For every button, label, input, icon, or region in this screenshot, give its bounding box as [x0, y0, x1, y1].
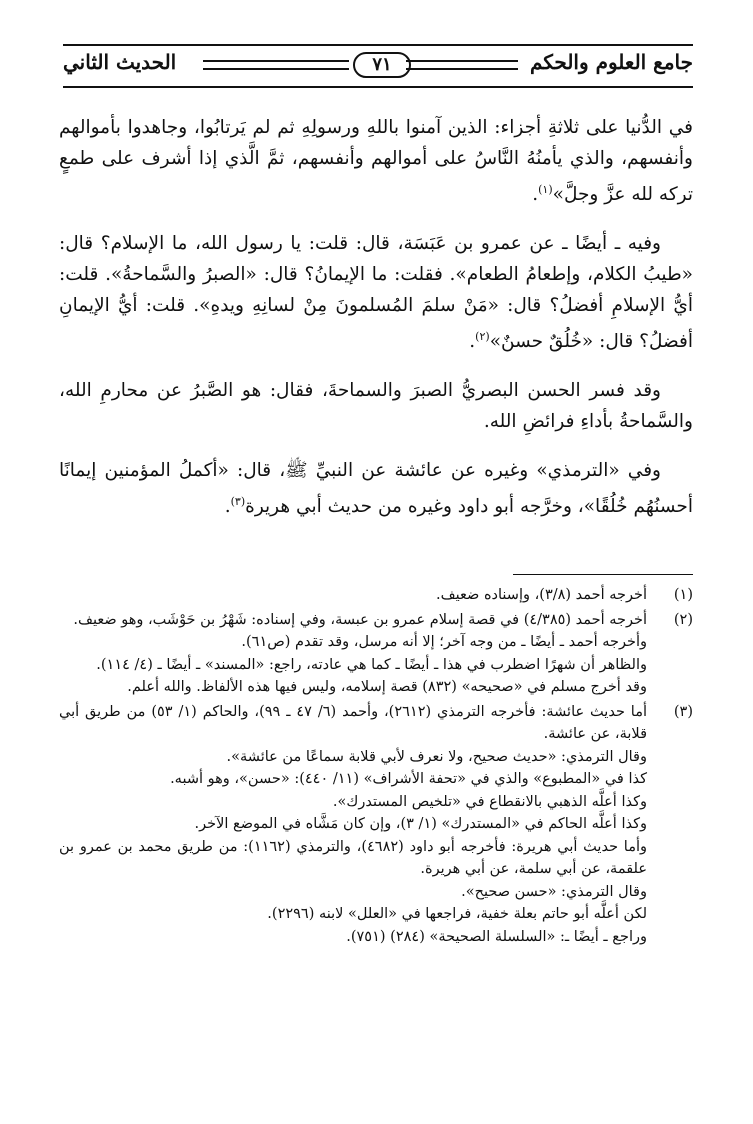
footnote-line: أخرجه أحمد (٤/٣٨٥) في قصة إسلام عمرو بن عبسة، وفي إسناده: شَهْرُ بن حَوْشَب، وهو ضعيف.: [73, 611, 647, 628]
paragraph-4-text: وفي «الترمذي» وغيره عن عائشة عن النبيِّ ﷺ، قال: «أكملُ المؤمنين إيمانًا أحسنُهُم خُلُقًا»، وخرَّجه أبو داود وغيره من حديث أبي هريرة: [59, 460, 693, 518]
footnote-line: لكن أعلَّه أبو حاتم بعلة خفية، فراجعها في «العلل» لابنه (٢٢٩٦).: [267, 906, 647, 922]
paragraph-4-end: .: [224, 496, 231, 518]
header-bottom-rule: [63, 86, 693, 88]
paragraph-1: [59, 112, 693, 210]
footnote-number: (١): [673, 587, 693, 603]
footnote-line: وقال الترمذي: «حديث صحيح، ولا نعرف لأبي قلابة سماعًا من عائشة».: [226, 748, 647, 765]
running-header: [63, 44, 693, 86]
footnote-3: [59, 701, 693, 949]
footnote-line: وراجع ـ أيضًا ـ: «السلسلة الصحيحة» (٢٨٤) (٧٥١).: [346, 928, 647, 945]
section-title: الحديث الثاني: [63, 50, 177, 74]
header-top-rule: [63, 44, 693, 46]
footnote-separator: [513, 574, 693, 575]
footnote-line: وكذا أعلَّه الحاكم في «المستدرك» (١/ ٣)، وإن كان مَشَّاه في الموضع الآخر.: [194, 816, 647, 832]
paragraph-1-end: .: [532, 184, 539, 206]
footnote-ref-1: (١): [538, 183, 553, 196]
footnote-line: وقال الترمذي: «حسن صحيح».: [461, 883, 647, 900]
footnote-ref-2: (٢): [475, 330, 490, 344]
footnote-ref-3: (٣): [230, 495, 246, 509]
footnote-line: وأخرجه أحمد ـ أيضًا ـ من وجه آخر؛ إلا أنه مرسل، وقد تقدم (ص٦١).: [241, 634, 647, 650]
footnote-line: والظاهر أن شهرًا اضطرب في هذا ـ أيضًا ـ كما هي عادته، راجع: «المسند» ـ أيضًا ـ (٤/ ١١٤).: [96, 656, 647, 673]
paragraph-3: [59, 375, 693, 437]
paragraph-2-text: وفيه ـ أيضًا ـ عن عمرو بن عَبَسَة، قال: قلت: يا رسول الله، ما الإسلام؟ قال: «طيبُ الكلام، وإطعامُ الطعام». فقلت: ما الإيمانُ؟ قال: «الصبرُ والسَّماحةُ». قلت: أيُّ الإسلامِ أفضلُ؟ قال: «مَنْ سلمَ المُسلمونَ مِنْ لسانِهِ ويدهِ». قلت: أيُّ الإيمانِ أفضلُ؟ قال: «خُلُقٌ حسنٌ»: [59, 233, 693, 353]
paragraph-3-text: وقد فسر الحسن البصريُّ الصبرَ والسماحةَ، فقال: هو الصَّبرُ عن محارمِ الله، والسَّماحةُ بأداءِ فرائضِ الله.: [59, 380, 693, 433]
page-number: ٧١: [353, 52, 411, 78]
footnote-line: وكذا أعلَّه الذهبي بالانقطاع في «تلخيص المستدرك».: [332, 793, 647, 810]
footnote-1: [59, 584, 693, 607]
footnote-line: وقد أخرج مسلم في «صحيحه» (٨٣٢) قصة إسلامه، وليس فيها هذه الألفاظ. والله أعلم.: [127, 679, 647, 695]
footnote-line: كذا في «المطبوع» والذي في «تحفة الأشراف» (١١/ ٤٤٠): «حسن»، وهو أشبه.: [170, 771, 647, 787]
footnote-number: (٣): [673, 703, 693, 720]
header-ornament-rule-right: [406, 60, 518, 70]
footnote-line: وأما حديث أبي هريرة: فأخرجه أبو داود (٤٦٨٢)، والترمذي (١١٦٢): من طريق محمد بن عمرو بن علقمة، عن أبي سلمة، عن أبي هريرة.: [59, 838, 647, 877]
footnote-2: [59, 609, 693, 699]
paragraph-1-text: في الدُّنيا على ثلاثةِ أجزاء: الذين آمنوا باللهِ ورسولِهِ ثم لم يَرتابُوا، وجاهدوا بأموالهم وأنفسهم، والذي يأمنُهُ النَّاسُ على أموالهم وأنفسهم، ثمَّ الَّذي إذا أشرف على طمعٍ تركه لله عزَّ وجلَّ»: [59, 117, 693, 206]
footnotes: [59, 584, 693, 948]
paragraph-4: [59, 455, 693, 522]
header-ornament-rule-left: [203, 60, 349, 70]
footnote-line: أخرجه أحمد (٣/٨)، وإسناده ضعيف.: [436, 587, 647, 603]
book-title: جامع العلوم والحكم: [530, 50, 693, 74]
paragraph-2-end: .: [469, 331, 476, 353]
footnote-number: (٢): [673, 611, 693, 628]
main-text: [59, 112, 693, 540]
paragraph-2: [59, 228, 693, 357]
footnote-line: أما حديث عائشة: فأخرجه الترمذي (٢٦١٢)، وأحمد (٦/ ٤٧ ـ ٩٩)، والحاكم (١/ ٥٣) من طريق أبي قلابة، عن عائشة.: [59, 703, 648, 742]
